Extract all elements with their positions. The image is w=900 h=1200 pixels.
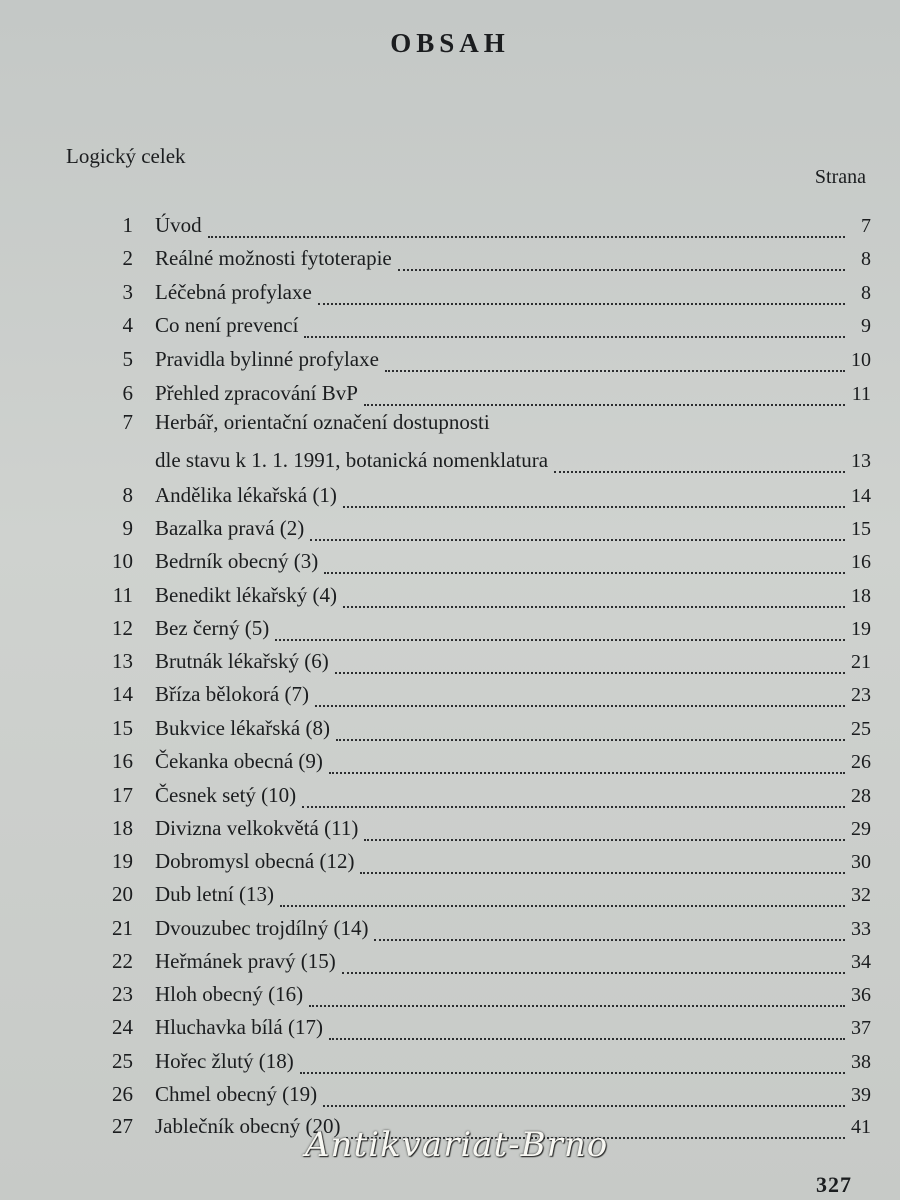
toc-entry bbox=[95, 682, 871, 712]
toc-entry-page: 9 bbox=[861, 315, 871, 337]
toc-entry-label: Hořec žlutý (18) bbox=[155, 1049, 294, 1073]
toc-entry-label: Chmel obecný (19) bbox=[155, 1082, 318, 1106]
toc-entry-page: 13 bbox=[851, 450, 871, 472]
dot-leader bbox=[208, 236, 845, 238]
toc-entry-label: Dvouzubec trojdílný (14) bbox=[155, 916, 369, 940]
toc-entry-number: 1 bbox=[122, 213, 133, 237]
toc-entry-number: 15 bbox=[112, 716, 133, 740]
toc-entry bbox=[95, 280, 871, 310]
toc-entry bbox=[95, 816, 871, 846]
toc-entry-number: 2 bbox=[122, 246, 133, 270]
dot-leader bbox=[343, 506, 845, 508]
dot-leader bbox=[329, 1038, 845, 1040]
toc-entry-label: Jablečník obecný (20) bbox=[155, 1114, 341, 1138]
toc-entry-label: Benedikt lékařský (4) bbox=[155, 583, 337, 607]
toc-entry bbox=[95, 313, 871, 343]
toc-entry-label: Hluchavka bílá (17) bbox=[155, 1015, 323, 1039]
dot-leader bbox=[300, 1072, 845, 1074]
toc-entry-page: 16 bbox=[851, 551, 871, 573]
dot-leader bbox=[310, 539, 845, 541]
toc-entry-page: 8 bbox=[861, 248, 871, 270]
toc-entry bbox=[95, 716, 871, 746]
toc-entry bbox=[95, 982, 871, 1012]
toc-entry-page: 21 bbox=[851, 651, 871, 673]
toc-entry-page: 11 bbox=[851, 383, 871, 405]
toc-entry bbox=[95, 410, 871, 440]
toc-entry-number: 24 bbox=[112, 1015, 133, 1039]
toc-entry-page: 25 bbox=[851, 718, 871, 740]
dot-leader bbox=[318, 303, 845, 305]
toc-entry-page: 26 bbox=[851, 751, 871, 773]
toc-entry bbox=[95, 246, 871, 276]
toc-entry bbox=[95, 583, 871, 613]
toc-entry-label: Bazalka pravá (2) bbox=[155, 516, 305, 540]
toc-entry-label: Pravidla bylinné profylaxe bbox=[155, 347, 379, 371]
toc-entry-label: Hloh obecný (16) bbox=[155, 982, 304, 1006]
toc-entry-number: 27 bbox=[112, 1114, 133, 1138]
column-heading: Logický celek bbox=[66, 144, 186, 168]
toc-entry-label: Bez černý (5) bbox=[155, 616, 270, 640]
toc-entry-number: 16 bbox=[112, 749, 133, 773]
toc-entry-number: 13 bbox=[112, 649, 133, 673]
toc-entry-label: Bříza bělokorá (7) bbox=[155, 682, 309, 706]
dot-leader bbox=[280, 905, 845, 907]
toc-entry-page: 10 bbox=[851, 349, 871, 371]
toc-entry-page: 18 bbox=[851, 585, 871, 607]
toc-entry-page: 33 bbox=[851, 918, 871, 940]
toc-entry-label: Divizna velkokvětá (11) bbox=[155, 816, 359, 840]
dot-leader bbox=[360, 872, 845, 874]
toc-entry-number: 4 bbox=[122, 313, 133, 337]
toc-entry bbox=[95, 483, 871, 513]
toc-entry bbox=[95, 381, 871, 411]
toc-entry bbox=[95, 649, 871, 679]
page-column-label: Strana bbox=[814, 166, 866, 188]
toc-entry-page: 39 bbox=[851, 1084, 871, 1106]
dot-leader bbox=[302, 806, 845, 808]
toc-entry-number: 10 bbox=[112, 549, 133, 573]
toc-entry-page: 23 bbox=[851, 684, 871, 706]
toc-entry bbox=[95, 1015, 871, 1045]
toc-entry-label: Heřmánek pravý (15) bbox=[155, 949, 336, 973]
toc-entry-number: 12 bbox=[112, 616, 133, 640]
toc-entry-label: Reálné možnosti fytoterapie bbox=[155, 246, 392, 270]
toc-entry-number: 9 bbox=[122, 516, 133, 540]
toc-entry-number: 18 bbox=[112, 816, 133, 840]
toc-entry-number: 5 bbox=[122, 347, 133, 371]
toc-entry-page: 7 bbox=[861, 215, 871, 237]
toc-entry bbox=[95, 783, 871, 813]
dot-leader bbox=[304, 336, 845, 338]
toc-entry bbox=[95, 616, 871, 646]
toc-entry-number: 14 bbox=[112, 682, 133, 706]
toc-entry bbox=[95, 749, 871, 779]
dot-leader bbox=[275, 639, 845, 641]
toc-entry-page: 15 bbox=[851, 518, 871, 540]
page-title: OBSAH bbox=[390, 28, 510, 58]
toc-entry-label: Úvod bbox=[155, 213, 202, 237]
toc-entry-number: 6 bbox=[122, 381, 133, 405]
dot-leader bbox=[324, 572, 845, 574]
toc-entry-label: Co není prevencí bbox=[155, 313, 299, 337]
toc-entry-label: Dobromysl obecná (12) bbox=[155, 849, 355, 873]
dot-leader bbox=[309, 1005, 845, 1007]
dot-leader bbox=[343, 606, 845, 608]
toc-entry-page: 36 bbox=[851, 984, 871, 1006]
dot-leader bbox=[342, 972, 845, 974]
toc-entry-number: 20 bbox=[112, 882, 133, 906]
toc-entry-page: 14 bbox=[851, 485, 871, 507]
toc-entry-label: Dub letní (13) bbox=[155, 882, 274, 906]
toc-entry-page: 41 bbox=[851, 1116, 871, 1138]
dot-leader bbox=[335, 672, 845, 674]
toc-entry-label: Bukvice lékařská (8) bbox=[155, 716, 330, 740]
toc-entry-number: 7 bbox=[122, 410, 133, 434]
toc-entry bbox=[95, 516, 871, 546]
toc-entry bbox=[95, 882, 871, 912]
dot-leader bbox=[364, 839, 845, 841]
toc-entry-number: 17 bbox=[112, 783, 133, 807]
toc-entry-number: 22 bbox=[112, 949, 133, 973]
toc-entry-label: Léčebná profylaxe bbox=[155, 280, 312, 304]
toc-entry-label: Přehled zpracování BvP bbox=[155, 381, 358, 405]
toc-entry-page: 38 bbox=[851, 1051, 871, 1073]
dot-leader bbox=[364, 404, 845, 406]
toc-entry-label-continued: dle stavu k 1. 1. 1991, botanická nomenklatura bbox=[155, 448, 549, 472]
toc-entry-label: Česnek setý (10) bbox=[155, 783, 297, 807]
dot-leader bbox=[329, 772, 845, 774]
dot-leader bbox=[315, 705, 845, 707]
toc-entry bbox=[95, 1049, 871, 1079]
toc-entry-label: Čekanka obecná (9) bbox=[155, 749, 323, 773]
toc-entry-page: 28 bbox=[851, 785, 871, 807]
toc-entry bbox=[95, 347, 871, 377]
toc-entry bbox=[95, 213, 871, 243]
dot-leader bbox=[374, 939, 845, 941]
toc-entry-label: Herbář, orientační označení dostupnosti bbox=[155, 410, 490, 434]
toc-entry-number: 19 bbox=[112, 849, 133, 873]
toc-entry bbox=[95, 849, 871, 879]
toc-entry-label: Bedrník obecný (3) bbox=[155, 549, 319, 573]
toc-entry-page: 29 bbox=[851, 818, 871, 840]
toc-entry-number: 21 bbox=[112, 916, 133, 940]
toc-entry bbox=[95, 916, 871, 946]
toc-entry-number: 3 bbox=[122, 280, 133, 304]
toc-entry-label: Brutnák lékařský (6) bbox=[155, 649, 329, 673]
dot-leader bbox=[336, 739, 845, 741]
toc-entry-page: 19 bbox=[851, 618, 871, 640]
toc-entry-page: 37 bbox=[851, 1017, 871, 1039]
toc-entry bbox=[95, 949, 871, 979]
page-number: 327 bbox=[816, 1172, 852, 1197]
toc-entry-number: 8 bbox=[122, 483, 133, 507]
toc-entry-number: 26 bbox=[112, 1082, 133, 1106]
toc-entry-page: 8 bbox=[861, 282, 871, 304]
toc-entry bbox=[95, 549, 871, 579]
dot-leader bbox=[385, 370, 845, 372]
dot-leader bbox=[398, 269, 845, 271]
toc-entry-page: 32 bbox=[851, 884, 871, 906]
watermark: Antikvariat-Brno bbox=[305, 1125, 609, 1165]
toc-entry-continuation bbox=[155, 448, 871, 473]
toc-entry-number: 11 bbox=[112, 583, 133, 607]
toc-entry-number: 25 bbox=[112, 1049, 133, 1073]
toc-entry-page: 34 bbox=[851, 951, 871, 973]
dot-leader bbox=[323, 1105, 845, 1107]
toc-entry-number: 23 bbox=[112, 982, 133, 1006]
toc-entry-page: 30 bbox=[851, 851, 871, 873]
toc-entry bbox=[95, 1082, 871, 1112]
toc-entry-label: Andělika lékařská (1) bbox=[155, 483, 337, 507]
dot-leader bbox=[554, 471, 845, 473]
